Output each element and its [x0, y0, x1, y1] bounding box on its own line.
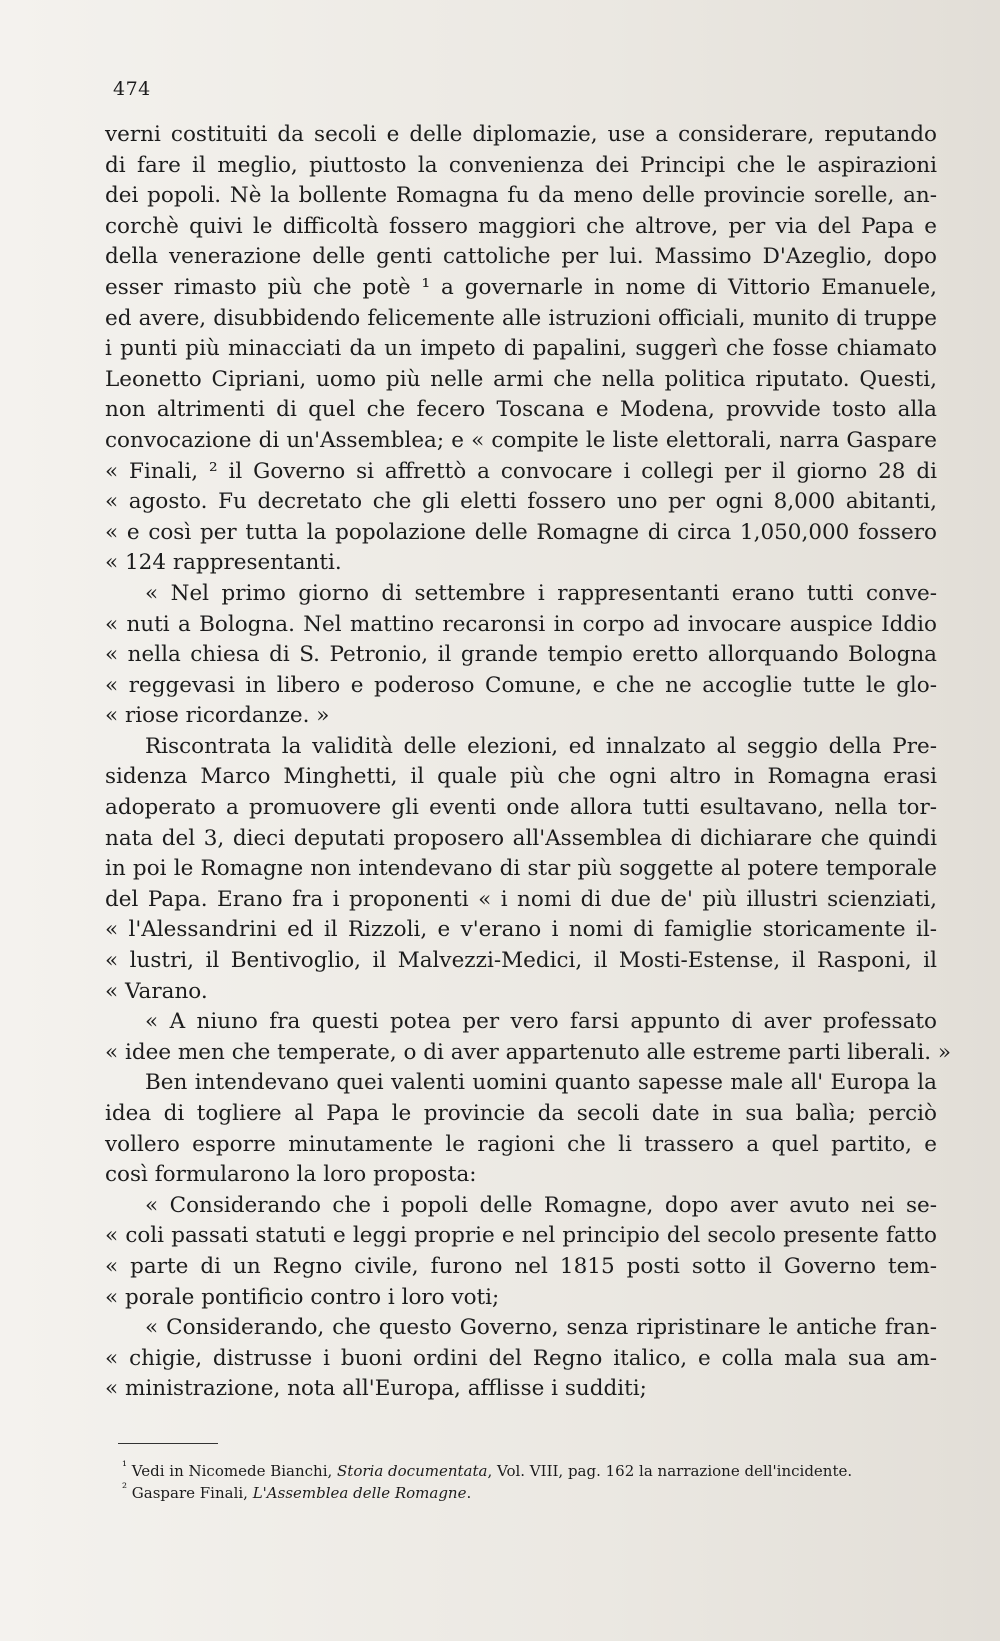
- footnote-title: Storia documentata: [337, 1462, 488, 1480]
- text-line: ed avere, disubbidendo felicemente alle istruzioni officiali, munito di truppe: [105, 305, 937, 331]
- text-line: « l'Alessandrini ed il Rizzoli, e v'erano i nomi di famiglie storicamente il-: [105, 917, 937, 943]
- text-line: convocazione di un'Assemblea; e « compite le liste elettorali, narra Gaspare: [105, 427, 937, 453]
- footnote: [122, 1455, 922, 1480]
- text-line: « parte di un Regno civile, furono nel 1815 posti sotto il Governo tem-: [105, 1253, 937, 1279]
- text-line: « Considerando che i popoli delle Romagne, dopo aver avuto nei se-: [145, 1192, 937, 1218]
- text-line: idea di togliere al Papa le provincie da secoli date in sua balìa; perciò: [105, 1101, 937, 1126]
- text-line: « Finali, ² il Governo si affrettò a convocare i collegi per il giorno 28 di: [105, 458, 937, 484]
- text-line: « nella chiesa di S. Petronio, il grande tempio eretto allorquando Bologna: [105, 642, 937, 668]
- text-line: « A niuno fra questi potea per vero farsi appunto di aver professato: [145, 1009, 937, 1035]
- text-line: dei popoli. Nè la bollente Romagna fu da meno delle provincie sorelle, an-: [105, 183, 937, 209]
- footnote-text: .: [466, 1484, 472, 1502]
- footnote-text: , Vol. VIII, pag. 162 la narrazione dell'incidente.: [487, 1462, 853, 1480]
- text-line: corchè quivi le difficoltà fossero maggiori che altrove, per via del Papa e: [105, 213, 937, 239]
- text-line: « idee men che temperate, o di aver appartenuto alle estreme parti liberali. »: [105, 1039, 952, 1065]
- text-line: « lustri, il Bentivoglio, il Malvezzi-Medici, il Mosti-Estense, il Rasponi, il: [105, 948, 937, 974]
- text-line: « agosto. Fu decretato che gli eletti fossero uno per ogni 8,000 abitanti,: [105, 489, 937, 515]
- footnote: [122, 1477, 922, 1502]
- text-line: « porale pontificio contro i loro voti;: [105, 1284, 500, 1310]
- text-line: del Papa. Erano fra i proponenti « i nomi di due de' più illustri scienziati,: [105, 886, 937, 912]
- text-line: nata del 3, dieci deputati proposero all'Assemblea di dichiarare che quindi: [105, 825, 937, 851]
- page-number: 474: [113, 78, 151, 100]
- text-line: « e così per tutta la popolazione delle Romagne di circa 1,050,000 fossero: [105, 519, 937, 545]
- text-line: « reggevasi in libero e poderoso Comune, e che ne accoglie tutte le glo-: [105, 672, 937, 698]
- text-line: « chigie, distrusse i buoni ordini del Regno italico, e colla mala sua am-: [105, 1345, 937, 1371]
- footnote-text: Vedi in Nicomede Bianchi,: [127, 1462, 338, 1480]
- footnote-text: Gaspare Finali,: [127, 1484, 253, 1502]
- text-line: Leonetto Cipriani, uomo più nelle armi che nella politica riputato. Questi,: [105, 366, 937, 392]
- text-line: « Considerando, che questo Governo, senza ripristinare le antiche fran-: [145, 1315, 937, 1341]
- text-line: « ministrazione, nota all'Europa, afflisse i sudditi;: [105, 1376, 647, 1402]
- text-line: « nuti a Bologna. Nel mattino recaronsi in corpo ad invocare auspice Iddio: [105, 611, 937, 637]
- text-line: « coli passati statuti e leggi proprie e nel principio del secolo presente fatto: [105, 1223, 937, 1249]
- text-line: in poi le Romagne non intendevano di star più soggette al potere temporale: [105, 856, 937, 882]
- footnote-title: L'Assemblea delle Romagne: [252, 1484, 467, 1502]
- text-line: non altrimenti di quel che fecero Toscana e Modena, provvide tosto alla: [105, 397, 937, 423]
- text-line: i punti più minacciati da un impeto di papalini, suggerì che fosse chiamato: [105, 336, 937, 362]
- text-line: Ben intendevano quei valenti uomini quanto sapesse male all' Europa la: [145, 1070, 937, 1096]
- text-line: « riose ricordanze. »: [105, 703, 330, 729]
- text-line: esser rimasto più che potè ¹ a governarle in nome di Vittorio Emanuele,: [105, 274, 937, 300]
- text-line: « Varano.: [105, 978, 208, 1004]
- text-line: di fare il meglio, piuttosto la convenienza dei Principi che le aspirazioni: [105, 152, 937, 178]
- text-line: sidenza Marco Minghetti, il quale più che ogni altro in Romagna erasi: [105, 764, 937, 790]
- footnote-divider: [118, 1443, 218, 1444]
- text-line: adoperato a promuovere gli eventi onde allora tutti esultavano, nella tor-: [105, 795, 937, 821]
- text-line: « 124 rappresentanti.: [105, 550, 342, 576]
- footnotes: [122, 1455, 922, 1502]
- footnote-mark: ¹: [122, 1458, 128, 1473]
- text-line: così formularono la loro proposta:: [105, 1162, 477, 1188]
- text-line: vollero esporre minutamente le ragioni che li trassero a quel partito, e: [105, 1131, 937, 1157]
- footnote-mark: ²: [122, 1480, 128, 1495]
- text-line: della venerazione delle genti cattoliche per lui. Massimo D'Azeglio, dopo: [105, 244, 937, 270]
- text-line: Riscontrata la validità delle elezioni, ed innalzato al seggio della Pre-: [145, 733, 937, 759]
- body-text: [105, 120, 952, 1405]
- text-line: verni costituiti da secoli e delle diplomazie, use a considerare, reputando: [105, 122, 937, 147]
- text-line: « Nel primo giorno di settembre i rappresentanti erano tutti conve-: [145, 580, 937, 606]
